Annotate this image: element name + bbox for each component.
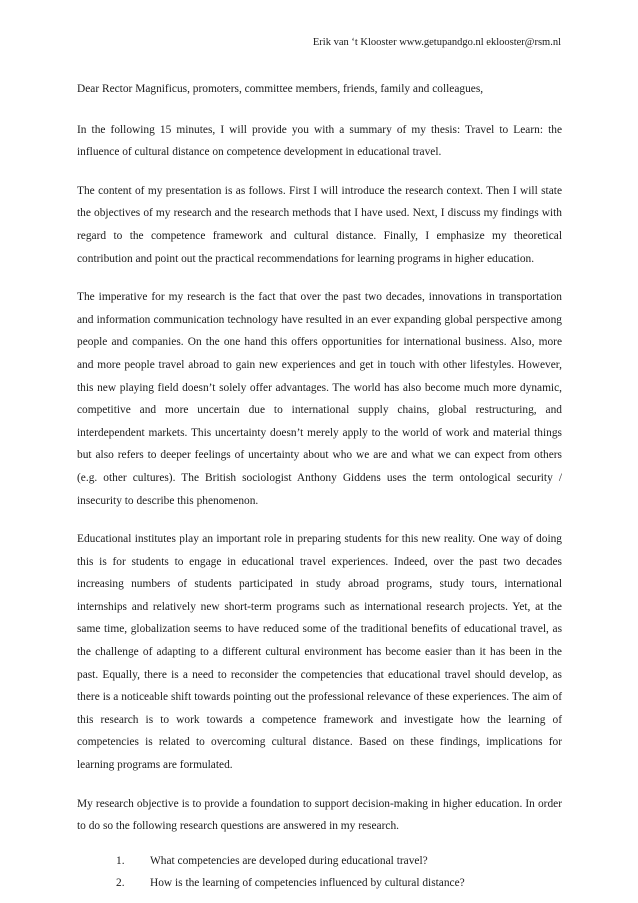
list-item	[77, 850, 562, 873]
letter-body	[77, 78, 562, 895]
paragraph-content-outline: The content of my presentation is as follows. First I will introduce the research context. Then I will state the objectives of my research and the research methods that I have used. Next, I discuss my findings with regard to the competence framework and cultural distance. Finally, I emphasize my theoretical contribution and point out the practical recommendations for learning programs in higher education.	[77, 184, 562, 265]
paragraph-research-objective: My research objective is to provide a foundation to support decision-making in higher education. In order to do so the following research questions are answered in my research.	[77, 797, 562, 833]
question-number: 1.	[116, 854, 125, 867]
paragraph-educational-institutes: Educational institutes play an important role in preparing students for this new reality. One way of doing this is for students to engage in educational travel experiences. Indeed, over the past two decades increasing numbers of students participated in study abroad programs, study tours, international internships and relatively new short-term programs such as international research projects. Yet, at the same time, globalization seems to have reduced some of the traditional benefits of educational travel, as the challenge of adapting to a different cultural environment has become easier than it has been in the past. Equally, there is a need to reconsider the competencies that educational travel should develop, as there is a noticeable shift towards pointing out the professional relevance of these experiences. The aim of this research is to work towards a competence framework and investigate how the learning of competencies is related to overcoming cultural distance. Based on these findings, implications for learning programs are formulated.	[77, 533, 562, 772]
question-text: How is the learning of competencies influenced by cultural distance?	[150, 877, 465, 890]
research-questions-list	[77, 850, 562, 895]
question-text: What competencies are developed during educational travel?	[150, 854, 428, 867]
list-item	[77, 872, 562, 895]
question-number: 2.	[116, 877, 125, 890]
paragraph-intro: In the following 15 minutes, I will provide you with a summary of my thesis: Travel to Learn: the influence of cultural distance on competence development in educational travel.	[77, 123, 562, 159]
salutation: Dear Rector Magnificus, promoters, committee members, friends, family and colleagues,	[77, 83, 484, 95]
header-author-contact: Erik van ‘t Klooster www.getupandgo.nl eklooster@rsm.nl	[312, 37, 561, 48]
paragraph-research-imperative: The imperative for my research is the fact that over the past two decades, innovations in transportation and information communication technology have resulted in an ever expanding global perspective among people and companies. On the one hand this offers opportunities for international business. Also, more and more people travel abroad to gain new experiences and get in touch with other lifestyles. However, this new playing field doesn’t solely offer advantages. The world has also become much more dynamic, competitive and more uncertain due to international supply chains, global restructuring, and interdependent markets. This uncertainty doesn’t merely apply to the world of work and material things but also refers to deeper feelings of uncertainty about who we are and what we can expect from others (e.g. other cultures). The British sociologist Anthony Giddens uses the term ontological security / insecurity to describe this phenomenon.	[77, 291, 562, 507]
